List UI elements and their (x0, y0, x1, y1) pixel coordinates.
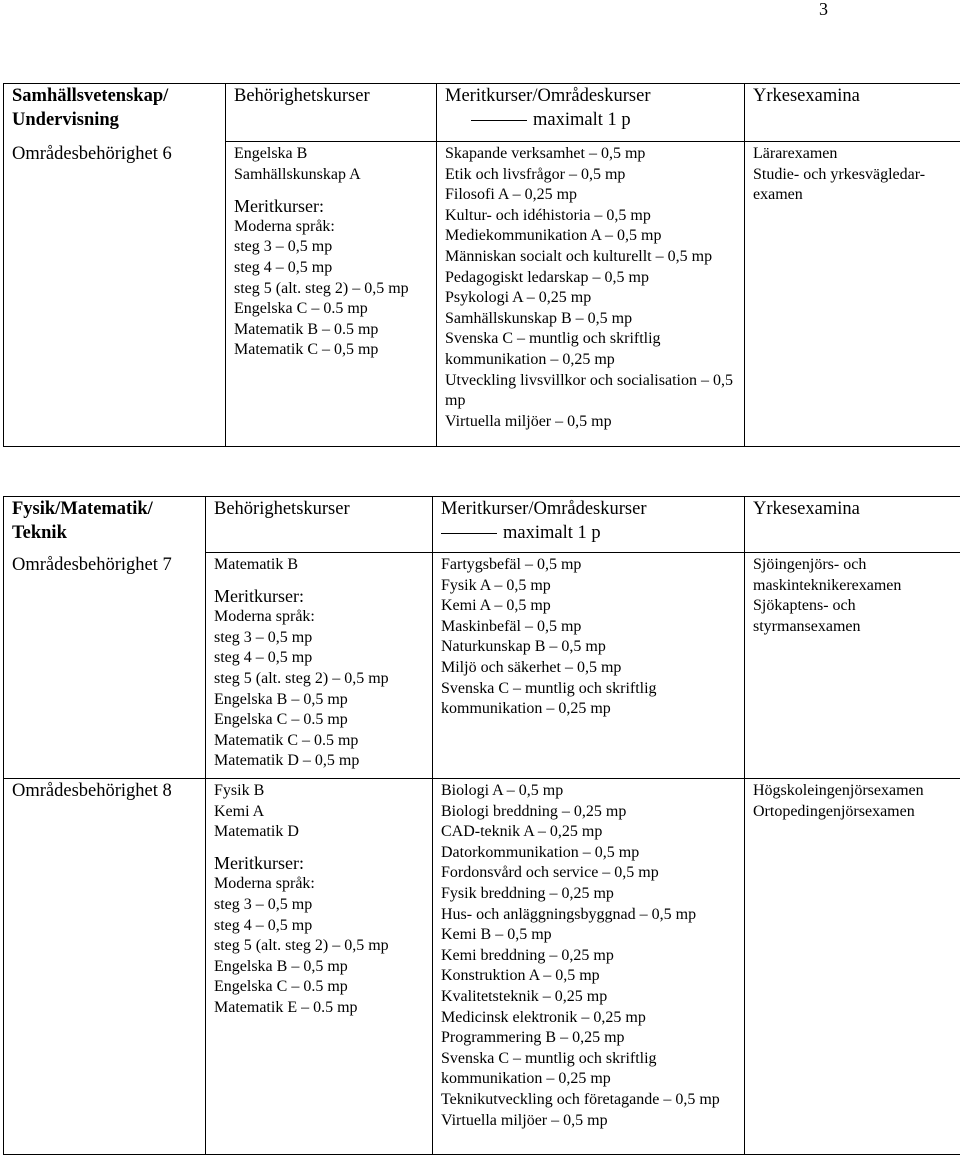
degree-item: examen (753, 186, 803, 204)
omradeskurs-item: Pedagogiskt ledarskap – 0,5 mp (445, 268, 649, 286)
omradeskurs-item: Konstruktion A – 0,5 mp (441, 967, 600, 985)
omradeskurs-item: Fordonsvård och service – 0,5 mp (441, 864, 659, 882)
merit-header-line1: Meritkurser/Områdeskurser (445, 86, 651, 106)
omradeskurser-cell (433, 779, 745, 1155)
omradeskurs-item: Svenska C – muntlig och skriftlig kommunikation – 0,25 mp (445, 330, 661, 368)
omradeskurser-cell (433, 553, 745, 779)
degrees-cell (745, 553, 960, 779)
omradeskurs-item: Programmering B – 0,25 mp (441, 1029, 625, 1047)
courses-cell (206, 553, 433, 779)
omradeskurs-item: Etik och livsfrågor – 0,5 mp (445, 165, 626, 183)
area-cell (4, 553, 206, 779)
omradeskurs-item: Maskinbefäl – 0,5 mp (441, 617, 582, 635)
merit-header-line2: maximalt 1 p (533, 110, 631, 130)
degree-item: Sjöingenjörs- och (753, 556, 867, 573)
merit-item: steg 4 – 0,5 mp (214, 649, 313, 667)
omradeskurs-item: Kemi breddning – 0,25 mp (441, 946, 614, 964)
omradeskurs-item: Medicinsk elektronik – 0,25 mp (441, 1008, 646, 1026)
degree-item: Lärarexamen (753, 145, 838, 162)
area-cell (4, 142, 226, 447)
merit-item: Moderna språk: (214, 608, 315, 626)
omradeskurs-item: Virtuella miljöer – 0,5 mp (441, 1111, 608, 1129)
omradeskurs-item: Teknikutveckling och företagande – 0,5 mp (441, 1090, 720, 1108)
degree-item: Högskoleingenjörsexamen (753, 782, 924, 799)
omradeskurs-item: Kemi B – 0,5 mp (441, 926, 552, 944)
omradeskurs-item: Samhällskunskap B – 0,5 mp (445, 309, 633, 327)
omradeskurs-item: Fartygsbefäl – 0,5 mp (441, 556, 582, 573)
merit-header-line1: Meritkurser/Områdeskurser (441, 499, 647, 519)
area-label: Områdesbehörighet 7 (12, 554, 172, 575)
degree-item: Sjökaptens- och (753, 597, 856, 615)
merit-item: steg 4 – 0,5 mp (214, 916, 313, 934)
dash-mark (441, 533, 497, 534)
course-item: Samhällskunskap A (234, 165, 361, 183)
merit-item: Matematik B – 0.5 mp (234, 320, 379, 338)
course-item: Fysik B (214, 782, 265, 799)
merit-item: steg 5 (alt. steg 2) – 0,5 mp (214, 937, 389, 955)
omradeskurs-item: CAD-teknik A – 0,25 mp (441, 823, 603, 841)
merit-item: Moderna språk: (214, 875, 315, 893)
omradeskurser-cell (437, 142, 745, 447)
table-row (4, 142, 960, 447)
merit-item: Matematik C – 0,5 mp (234, 341, 379, 359)
merit-header-cell (433, 497, 745, 553)
omradeskurs-item: Biologi A – 0,5 mp (441, 782, 564, 799)
merit-item: steg 4 – 0,5 mp (234, 258, 333, 276)
table-samhallsvetenskap (3, 83, 960, 447)
course-header-cell (226, 84, 437, 142)
merit-item: steg 5 (alt. steg 2) – 0,5 mp (214, 669, 389, 687)
category-title-line1: Samhällsvetenskap/ (12, 86, 169, 106)
omradeskurs-item: Kemi A – 0,5 mp (441, 597, 551, 615)
merit-item: Engelska C – 0.5 mp (234, 300, 368, 318)
omradeskurs-item: Fysik A – 0,5 mp (441, 576, 551, 594)
merit-item: Engelska B – 0,5 mp (214, 690, 348, 708)
table-header-row (4, 497, 960, 553)
category-title-line1: Fysik/Matematik/ (12, 499, 153, 519)
merit-item: Matematik D – 0,5 mp (214, 752, 360, 770)
merit-item: steg 3 – 0,5 mp (214, 895, 313, 913)
omradeskurs-item: Skapande verksamhet – 0,5 mp (445, 145, 646, 162)
degree-item: Studie- och yrkesvägledar- (753, 165, 926, 183)
omradeskurs-item: Naturkunskap B – 0,5 mp (441, 638, 606, 656)
merit-item: Matematik E – 0.5 mp (214, 998, 358, 1016)
meritkurser-label: Meritkurser: (214, 586, 304, 607)
meritkurser-label: Meritkurser: (234, 195, 324, 216)
merit-header-line2: maximalt 1 p (503, 523, 601, 543)
omradeskurs-item: Människan socialt och kulturellt – 0,5 mp (445, 247, 713, 265)
category-title-line2: Undervisning (12, 110, 119, 130)
omradeskurs-item: Biologi breddning – 0,25 mp (441, 802, 627, 820)
omradeskurs-item: Kultur- och idéhistoria – 0,5 mp (445, 206, 651, 224)
table-fysik-matematik-teknik (3, 496, 960, 1155)
degree-header-cell (745, 84, 960, 142)
courses-cell (226, 142, 437, 447)
omradeskurs-item: Svenska C – muntlig och skriftlig kommunikation – 0,25 mp (441, 1049, 657, 1088)
course-header-cell (206, 497, 433, 553)
page-number: 3 (819, 0, 828, 19)
course-item: Engelska B (234, 145, 308, 162)
degree-item: Ortopedingenjörsexamen (753, 802, 915, 820)
category-cell (4, 497, 206, 553)
omradeskurs-item: Miljö och säkerhet – 0,5 mp (441, 658, 622, 676)
area-label: Områdesbehörighet 8 (12, 781, 172, 801)
category-cell (4, 84, 226, 142)
degree-header-cell (745, 497, 960, 553)
category-title-line2: Teknik (12, 523, 67, 543)
omradeskurs-item: Kvalitetsteknik – 0,25 mp (441, 987, 608, 1005)
merit-item: Engelska B – 0,5 mp (214, 957, 348, 975)
dash-mark (471, 120, 527, 121)
course-item: Matematik D (214, 823, 299, 841)
merit-item: Matematik C – 0.5 mp (214, 731, 359, 749)
merit-item: steg 5 (alt. steg 2) – 0,5 mp (234, 279, 409, 297)
table-row (4, 553, 960, 779)
area-cell (4, 779, 206, 1155)
degrees-cell (745, 779, 960, 1155)
merit-item: Engelska C – 0.5 mp (214, 711, 348, 729)
course-item: Kemi A (214, 802, 265, 820)
omradeskurs-item: Virtuella miljöer – 0,5 mp (445, 412, 612, 430)
degree-header: Yrkesexamina (753, 86, 860, 106)
omradeskurs-item: Fysik breddning – 0,25 mp (441, 884, 614, 902)
courses-cell (206, 779, 433, 1155)
merit-item: Engelska C – 0.5 mp (214, 978, 348, 996)
degree-header: Yrkesexamina (753, 499, 860, 519)
merit-item: Moderna språk: (234, 217, 335, 235)
table-row (4, 779, 960, 1155)
meritkurser-label: Meritkurser: (214, 853, 304, 874)
omradeskurs-item: Svenska C – muntlig och skriftlig kommunikation – 0,25 mp (441, 679, 657, 718)
omradeskurs-item: Mediekommunikation A – 0,5 mp (445, 227, 662, 245)
omradeskurs-item: Filosofi A – 0,25 mp (445, 186, 578, 204)
omradeskurs-item: Hus- och anläggningsbyggnad – 0,5 mp (441, 905, 697, 923)
omradeskurs-item: Utveckling livsvillkor och socialisation – 0,5 mp (445, 371, 733, 410)
course-header: Behörighetskurser (234, 86, 370, 106)
table-header-row (4, 84, 960, 142)
merit-item: steg 3 – 0,5 mp (214, 628, 313, 646)
omradeskurs-item: Datorkommunikation – 0,5 mp (441, 843, 640, 861)
course-header: Behörighetskurser (214, 499, 350, 519)
merit-item: steg 3 – 0,5 mp (234, 238, 333, 256)
degree-item: styrmansexamen (753, 617, 861, 635)
merit-header-cell (437, 84, 745, 142)
omradeskurs-item: Psykologi A – 0,25 mp (445, 289, 592, 307)
area-label: Områdesbehörighet 6 (12, 143, 172, 164)
degrees-cell (745, 142, 960, 447)
degree-item: maskinteknikerexamen (753, 576, 902, 594)
course-item: Matematik B (214, 556, 298, 573)
